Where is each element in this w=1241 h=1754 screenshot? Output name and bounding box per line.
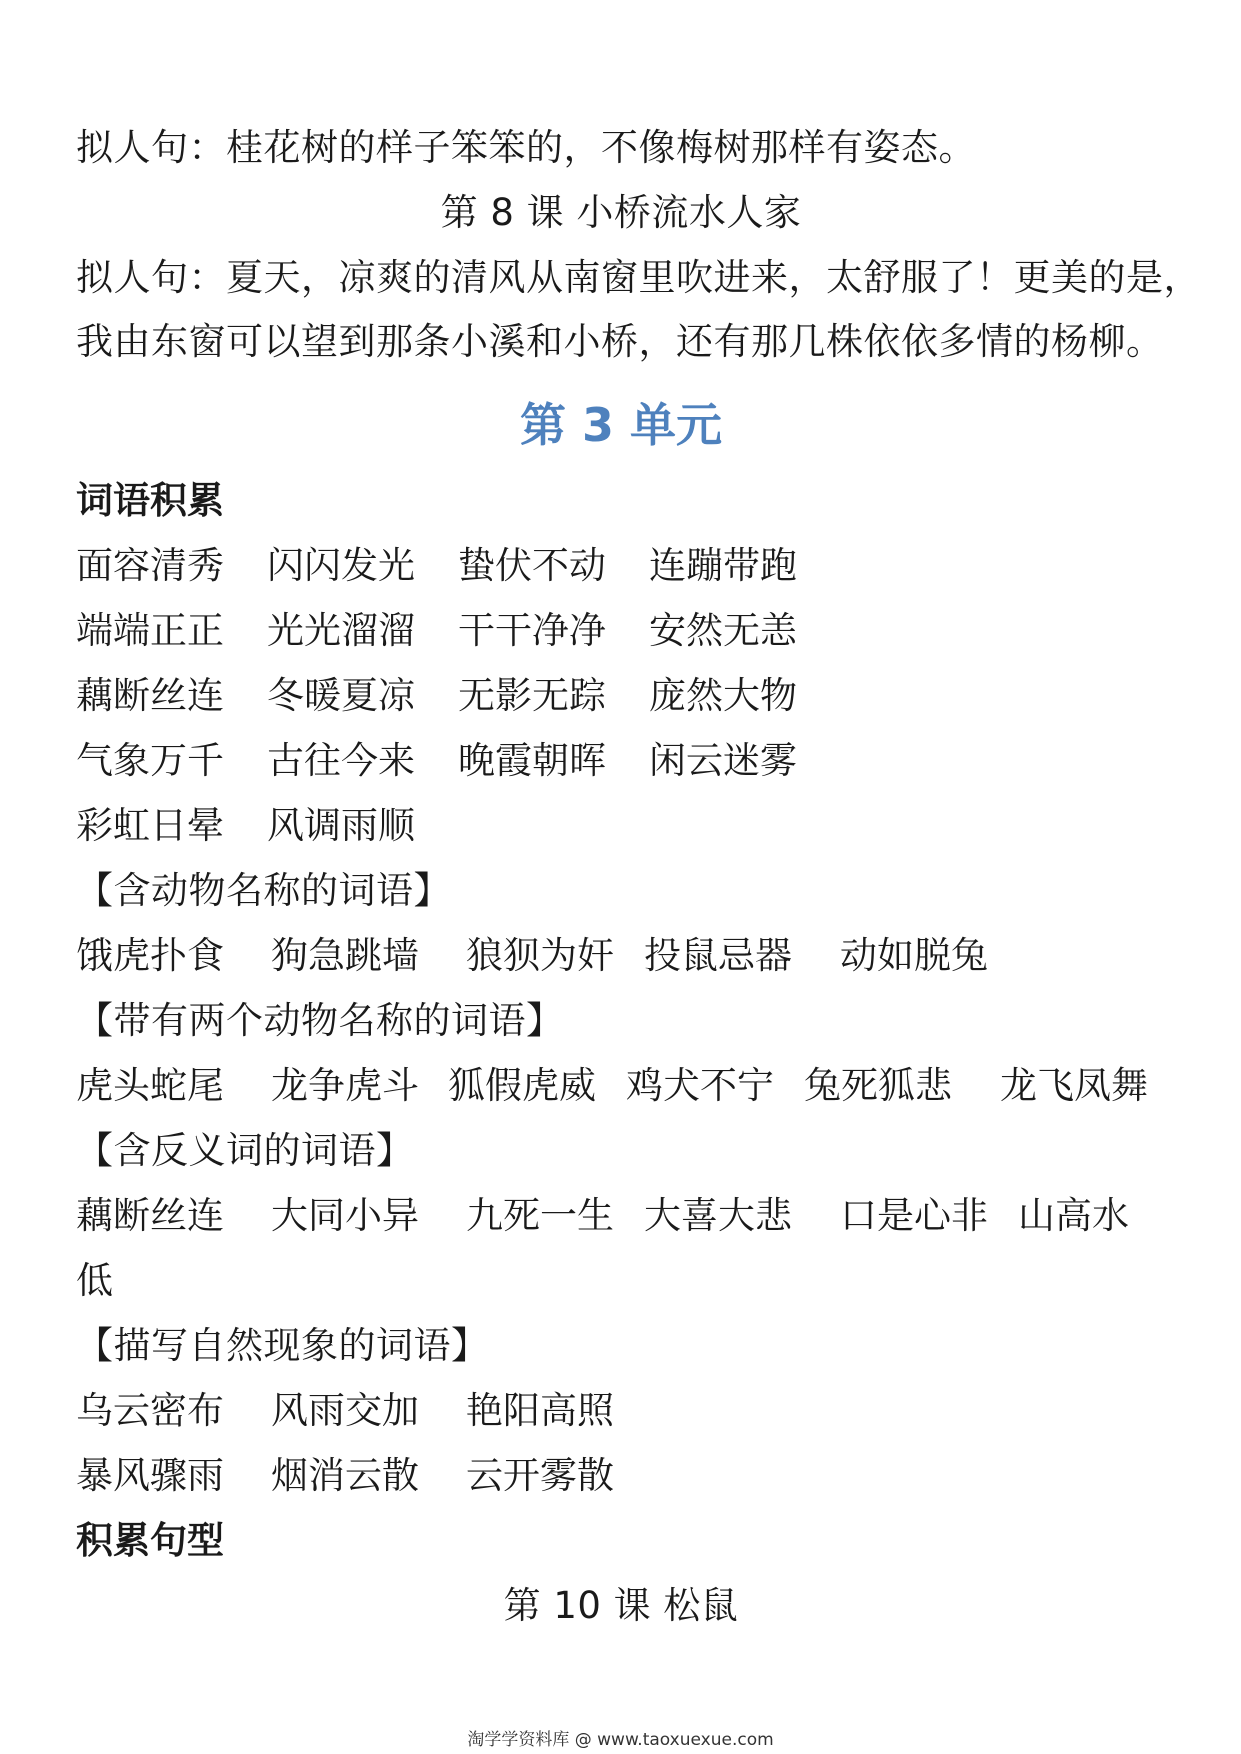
vocab-word: 风调雨顺	[267, 804, 415, 847]
unit-3-title: 第 3 单元	[519, 398, 723, 452]
vocab-word: 兔死狐悲	[804, 1064, 952, 1107]
personification-sentence-2: 拟人句：夏天，凉爽的清风从南窗里吹进来，太舒服了！更美的是，	[76, 256, 1201, 299]
vocab-word: 投鼠忌器	[644, 934, 792, 977]
vocab-word: 冬暖夏凉	[267, 674, 415, 717]
vocab-word: 狐假虎威	[448, 1064, 596, 1107]
vocab-word: 龙飞凤舞	[1000, 1064, 1148, 1107]
personification-sentence-1: 拟人句：桂花树的样子笨笨的，不像梅树那样有姿态。	[76, 126, 976, 169]
vocab-word: 饿虎扑食	[76, 934, 224, 977]
vocab-word: 庞然大物	[649, 674, 797, 717]
vocab-word: 艳阳高照	[466, 1389, 614, 1432]
lesson-10-title: 第 10 课 松鼠	[503, 1584, 739, 1627]
group-title-animal: 【含动物名称的词语】	[76, 869, 451, 912]
vocab-word: 无影无踪	[458, 674, 606, 717]
vocab-word: 低	[76, 1259, 113, 1302]
vocab-word: 蛰伏不动	[458, 544, 606, 587]
lesson-8-title: 第 8 课 小桥流水人家	[440, 191, 802, 234]
vocab-word: 鸡犬不宁	[626, 1064, 774, 1107]
vocab-word: 光光溜溜	[267, 609, 415, 652]
vocab-word: 口是心非	[840, 1194, 988, 1237]
vocab-word: 狼狈为奸	[466, 934, 614, 977]
vocab-heading: 词语积累	[76, 479, 224, 522]
vocab-word: 烟消云散	[271, 1454, 419, 1497]
vocab-word: 大喜大悲	[644, 1194, 792, 1237]
vocab-word: 狗急跳墙	[271, 934, 419, 977]
vocab-word: 九死一生	[466, 1194, 614, 1237]
vocab-word: 乌云密布	[76, 1389, 224, 1432]
vocab-word: 动如脱兔	[840, 934, 988, 977]
vocab-word: 云开雾散	[466, 1454, 614, 1497]
group-title-antonyms: 【含反义词的词语】	[76, 1129, 414, 1172]
vocab-word: 风雨交加	[271, 1389, 419, 1432]
vocab-word: 连蹦带跑	[649, 544, 797, 587]
personification-sentence-2-cont: 我由东窗可以望到那条小溪和小桥，还有那几株依依多情的杨柳。	[76, 320, 1164, 363]
vocab-word: 大同小异	[271, 1194, 419, 1237]
vocab-word: 安然无恙	[649, 609, 797, 652]
vocab-word: 龙争虎斗	[271, 1064, 419, 1107]
vocab-word: 彩虹日晕	[76, 804, 224, 847]
vocab-word: 山高水	[1018, 1194, 1129, 1237]
sentence-heading: 积累句型	[76, 1519, 224, 1562]
vocab-word: 暴风骤雨	[76, 1454, 224, 1497]
vocab-word: 气象万千	[76, 739, 224, 782]
vocab-word: 闲云迷雾	[649, 739, 797, 782]
vocab-word: 古往今来	[267, 739, 415, 782]
group-title-two-animals: 【带有两个动物名称的词语】	[76, 999, 564, 1042]
vocab-word: 面容清秀	[76, 544, 224, 587]
vocab-word: 藕断丝连	[76, 1194, 224, 1237]
group-title-nature: 【描写自然现象的词语】	[76, 1324, 489, 1367]
vocab-word: 干干净净	[458, 609, 606, 652]
vocab-word: 闪闪发光	[267, 544, 415, 587]
footer-watermark: 淘学学资料库 @ www.taoxuexue.com	[467, 1730, 774, 1750]
vocab-word: 藕断丝连	[76, 674, 224, 717]
vocab-word: 端端正正	[76, 609, 224, 652]
vocab-word: 虎头蛇尾	[76, 1064, 224, 1107]
vocab-word: 晚霞朝晖	[458, 739, 606, 782]
